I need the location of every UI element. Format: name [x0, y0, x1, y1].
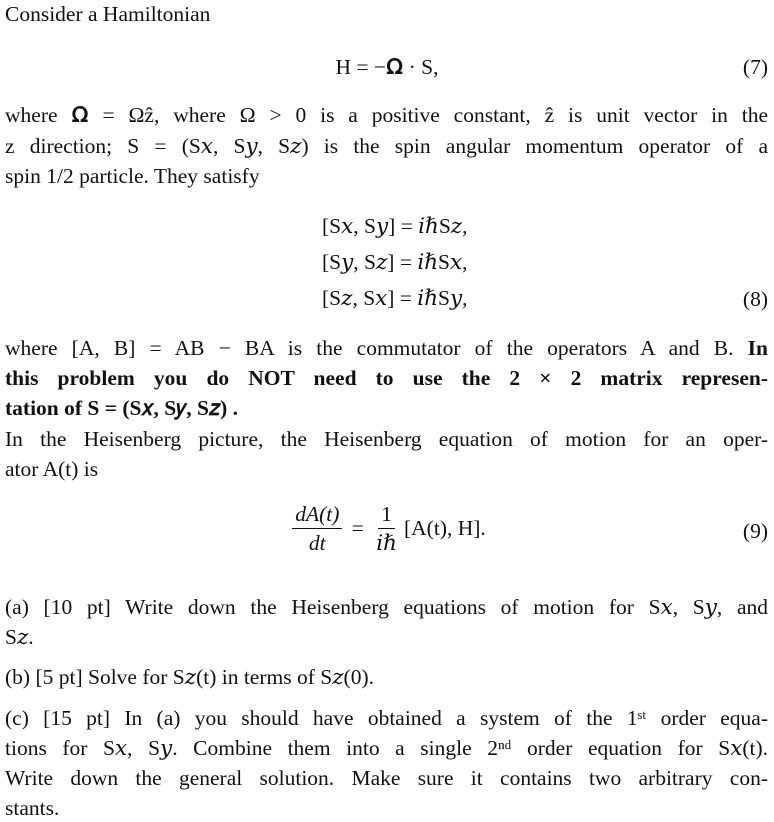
rhs-commutator: [A(t), H].: [404, 516, 486, 540]
rhs-numerator: 1: [378, 502, 395, 529]
part-a-line-1: (a) [10 pt] Write down the Heisenberg equations of motion for S𝑥, S𝑦, and: [5, 595, 768, 619]
equation-8-line-1: [S𝑥, S𝑦] = 𝑖ℏS𝑧,: [322, 214, 468, 238]
part-c-line-1: (c) [15 pt] In (a) you should have obtained a system of the 1ˢᵗ order equa-: [5, 706, 768, 730]
equation-8-number: (8): [742, 287, 768, 311]
paragraph-1-line-2: z direction; S = (S𝑥, S𝑦, S𝑧) is the spin angular momentum operator of a: [5, 134, 768, 158]
lhs-denominator: dt: [308, 531, 326, 555]
intro-text: Consider a Hamiltonian: [5, 2, 211, 26]
paragraph-3-line-2: ator A(t) is: [5, 457, 99, 481]
equation-7: H = −𝛀 · S,: [335, 55, 439, 79]
equation-9-number: (9): [742, 519, 768, 543]
part-c-line-2: tions for S𝑥, S𝑦. Combine them into a single 2ⁿᵈ order equation for S𝑥(t).: [5, 736, 768, 760]
part-a-line-2: S𝑧.: [5, 625, 34, 649]
equation-9: [0, 502, 774, 555]
paragraph-1-line-3: spin 1/2 particle. They satisfy: [5, 164, 260, 188]
lhs-fraction: [292, 502, 342, 555]
paragraph-1-line-1: where 𝛀 = Ωẑ, where Ω > 0 is a positive constant, ẑ is unit vector in the: [5, 103, 768, 127]
part-c-line-3: Write down the general solution. Make sure it contains two arbitrary con-: [5, 766, 768, 790]
paragraph-3-line-1: In the Heisenberg picture, the Heisenberg equation of motion for an oper-: [5, 427, 768, 451]
paragraph-2-line-1: [5, 335, 768, 361]
paragraph-2-line-2: this problem you do NOT need to use the 2 × 2 matrix represen-: [5, 366, 768, 390]
equation-7-number: (7): [742, 55, 768, 79]
paragraph-2-line-3: tation of S = (S𝑥, S𝑦, S𝑧) .: [5, 396, 239, 420]
lhs-numerator: dA(t): [292, 502, 342, 529]
equation-8-line-3: [S𝑧, S𝑥] = 𝑖ℏS𝑦,: [322, 286, 468, 310]
equals-sign: =: [351, 516, 364, 540]
paragraph-2-bold-start: In: [747, 336, 768, 360]
part-c-line-4: stants.: [5, 796, 60, 820]
rhs-denominator: 𝑖ℏ: [376, 531, 397, 555]
paragraph-2-plain-text: where [A, B] = AB − BA is the commutator of the operators A and B.: [5, 336, 734, 360]
rhs-fraction: [373, 502, 400, 555]
part-b: (b) [5 pt] Solve for S𝑧(t) in terms of S𝑧(0).: [5, 665, 374, 689]
equation-8-line-2: [S𝑦, S𝑧] = 𝑖ℏS𝑥,: [322, 250, 468, 274]
